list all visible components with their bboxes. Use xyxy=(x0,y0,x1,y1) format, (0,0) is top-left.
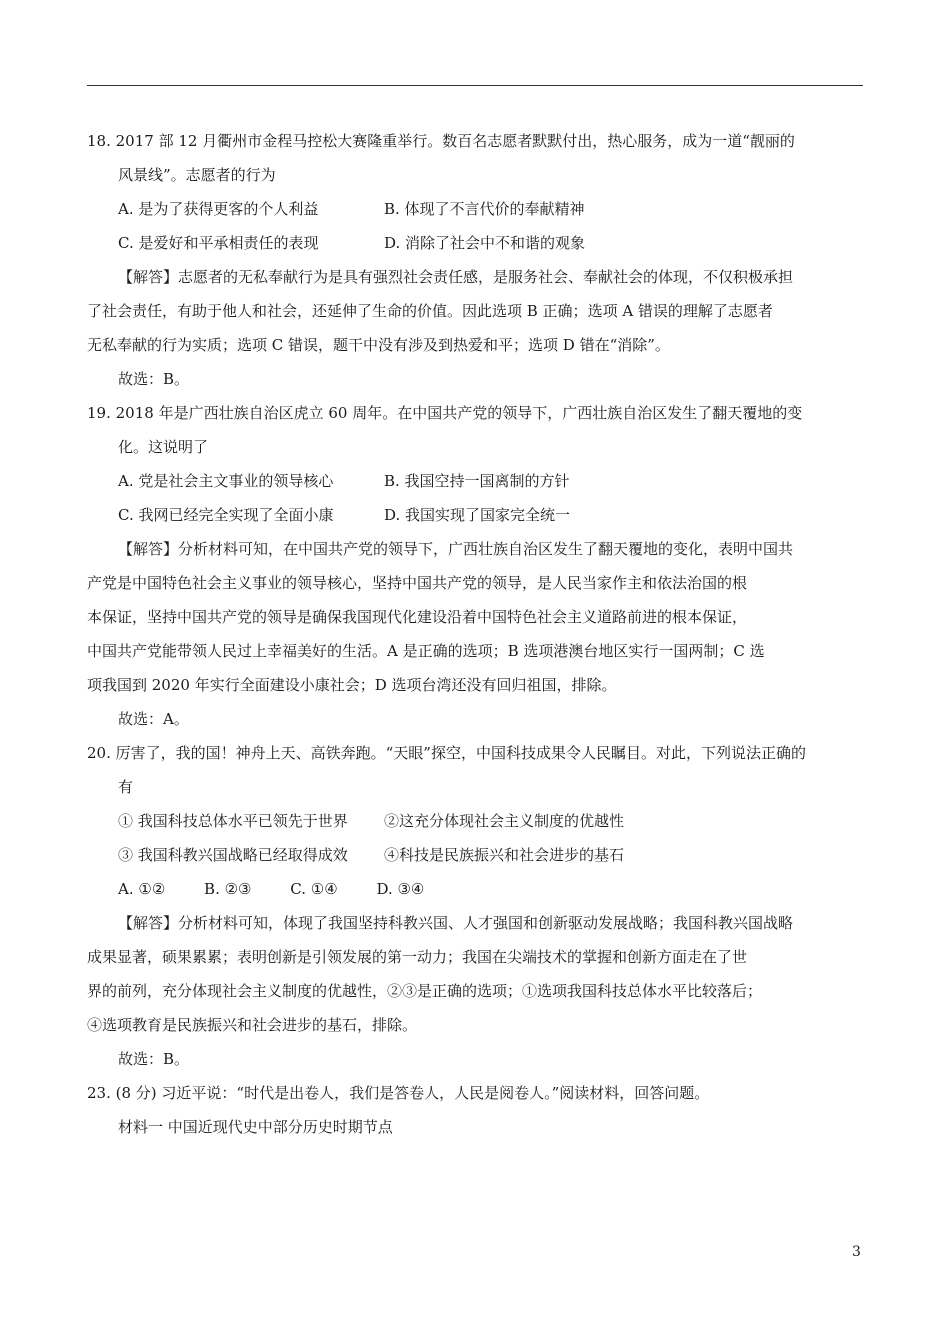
q19-option-d: D. 我国实现了国家完全统一 xyxy=(384,506,571,524)
q19-option-b: B. 我国空持一国离制的方针 xyxy=(384,472,570,490)
q20-option-d: D. ③④ xyxy=(376,880,425,898)
q20-stem-line1: 20. 厉害了，我的国！神舟上天、高铁奔跑。“天眼”探空，中国科技成果令人民瞩目。对此，下列说法正确的 xyxy=(87,744,806,762)
q20-option-b: B. ②③ xyxy=(204,880,252,898)
q19-choice: 故选：A。 xyxy=(118,710,189,728)
q19-stem-line1: 19. 2018 年是广西壮族自治区虎立 60 周年。在中国共产党的领导下，广西壮族自治区发生了翻天覆地的变 xyxy=(87,404,803,422)
q19-option-a: A. 党是社会主文事业的领导核心 xyxy=(118,472,334,490)
q19-answer-line2: 产党是中国特色社会主义事业的领导核心，坚持中国共产党的领导，是人民当家作主和依法治国的根 xyxy=(87,574,748,592)
q23-stem: 23. (8 分) 习近平说：“时代是出卷人，我们是答卷人，人民是阅卷人。”阅读材料，回答问题。 xyxy=(87,1084,710,1102)
q20-answer-line1: 【解答】分析材料可知，体现了我国坚持科教兴国、人才强国和创新驱动发展战略；我国科教兴国战略 xyxy=(118,914,794,932)
document-body xyxy=(87,124,867,1144)
q18-option-c: C. 是爱好和平承相责任的表现 xyxy=(118,234,319,252)
header-rule xyxy=(87,85,863,86)
page-number: 3 xyxy=(852,1244,861,1260)
q18-option-a: A. 是为了获得更客的个人利益 xyxy=(118,200,319,218)
q20-stem-line2: 有 xyxy=(118,778,134,796)
q20-statement-4: ④科技是民族振兴和社会进步的基石 xyxy=(384,846,625,864)
q20-statements-34 xyxy=(87,838,867,872)
q20-option-a: A. ①② xyxy=(118,880,166,898)
q20-statement-2: ②这充分体现社会主义制度的优越性 xyxy=(384,812,625,830)
q20-option-c: C. ①④ xyxy=(290,880,338,898)
q19-answer-line1: 【解答】分析材料可知，在中国共产党的领导下，广西壮族自治区发生了翻天覆地的变化，表明中国共 xyxy=(118,540,794,558)
q18-answer-line1: 【解答】志愿者的无私奉献行为是具有强烈社会责任感，是服务社会、奉献社会的体现，不仅积极承担 xyxy=(118,268,794,286)
q18-stem-line2: 风景线”。志愿者的行为 xyxy=(118,166,276,184)
q19-options-cd xyxy=(87,498,867,532)
q20-answer-line2: 成果显著，硕果累累；表明创新是引领发展的第一动力；我国在尖端技术的掌握和创新方面走在了世 xyxy=(87,948,748,966)
q19-answer-line5: 项我国到 2020 年实行全面建设小康社会；D 选项台湾还没有回归祖国，排除。 xyxy=(87,676,617,694)
q20-options xyxy=(87,872,867,906)
q19-option-c: C. 我网已经完全实现了全面小康 xyxy=(118,506,334,524)
q19-stem-line2: 化。这说明了 xyxy=(118,438,209,456)
q18-choice: 故选：B。 xyxy=(118,370,190,388)
q19-options-ab xyxy=(87,464,867,498)
q18-answer-line2: 了社会责任，有助于他人和社会，还延伸了生命的价值。因此选项 B 正确；选项 A 错误的理解了志愿者 xyxy=(87,302,773,320)
q18-option-d: D. 消除了社会中不和谐的观象 xyxy=(384,234,586,252)
q20-answer-line4: ④选项教育是民族振兴和社会进步的基石，排除。 xyxy=(87,1016,418,1034)
q18-stem-line1: 18. 2017 部 12 月衢州市金程马控松大赛隆重举行。数百名志愿者默默付出，热心服务，成为一道“靓丽的 xyxy=(87,132,795,150)
q23-material-title: 材料一 中国近现代史中部分历史时期节点 xyxy=(118,1118,393,1136)
q19-answer-line3: 本保证，坚持中国共产党的领导是确保我国现代化建设沿着中国特色社会主义道路前进的根本保证， xyxy=(87,608,748,626)
q19-answer-line4: 中国共产党能带领人民过上幸福美好的生活。A 是正确的选项；B 选项港澳台地区实行一国两制；C 选 xyxy=(87,642,765,660)
q18-answer-line3: 无私奉献的行为实质；选项 C 错误，题干中没有涉及到热爱和平；选项 D 错在“消除”。 xyxy=(87,336,670,354)
q18-options-ab xyxy=(87,192,867,226)
q20-statement-1: ① 我国科技总体水平已领先于世界 xyxy=(118,812,348,830)
q18-options-cd xyxy=(87,226,867,260)
q20-statement-3: ③ 我国科教兴国战略已经取得成效 xyxy=(118,846,348,864)
q20-statements-12 xyxy=(87,804,867,838)
q18-option-b: B. 体现了不言代价的奉献精神 xyxy=(384,200,585,218)
q20-choice: 故选：B。 xyxy=(118,1050,190,1068)
q20-answer-line3: 界的前列，充分体现社会主义制度的优越性，②③是正确的选项；①选项我国科技总体水平比较落后； xyxy=(87,982,763,1000)
